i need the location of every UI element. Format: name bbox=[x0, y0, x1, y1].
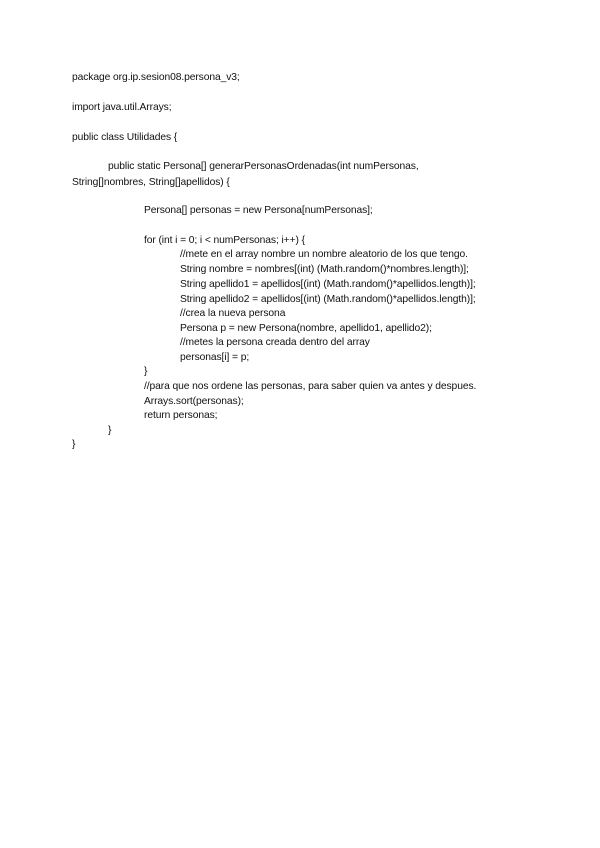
return-line: return personas; bbox=[144, 410, 218, 421]
closing-brace-line: } bbox=[144, 366, 148, 377]
comment-line: //para que nos ordene las personas, para saber quien va antes y despues. bbox=[144, 381, 477, 392]
code-line: Persona p = new Persona(nombre, apellido1, apellido2); bbox=[180, 323, 432, 334]
comment-line: //crea la nueva persona bbox=[180, 308, 286, 319]
array-declaration-line: Persona[] personas = new Persona[numPersonas]; bbox=[144, 205, 373, 216]
method-parameters-line: String[]nombres, String[]apellidos) { bbox=[72, 177, 230, 188]
code-line: String apellido1 = apellidos[(int) (Math.random()*apellidos.length)]; bbox=[180, 279, 476, 290]
comment-line: //mete en el array nombre un nombre aleatorio de los que tengo. bbox=[180, 249, 468, 260]
code-line: Arrays.sort(personas); bbox=[144, 396, 244, 407]
code-line: String apellido2 = apellidos[(int) (Math.random()*apellidos.length)]; bbox=[180, 294, 476, 305]
for-loop-line: for (int i = 0; i < numPersonas; i++) { bbox=[144, 235, 305, 246]
closing-brace-line: } bbox=[108, 425, 112, 436]
package-declaration-line: package org.ip.sesion08.persona_v3; bbox=[72, 72, 240, 83]
code-line: String nombre = nombres[(int) (Math.random()*nombres.length)]; bbox=[180, 264, 469, 275]
class-declaration-line: public class Utilidades { bbox=[72, 132, 178, 143]
comment-line: //metes la persona creada dentro del array bbox=[180, 337, 370, 348]
import-statement-line: import java.util.Arrays; bbox=[72, 102, 172, 113]
closing-brace-line: } bbox=[72, 439, 76, 450]
method-signature-line: public static Persona[] generarPersonasOrdenadas(int numPersonas, bbox=[108, 161, 419, 172]
code-line: personas[i] = p; bbox=[180, 352, 250, 363]
